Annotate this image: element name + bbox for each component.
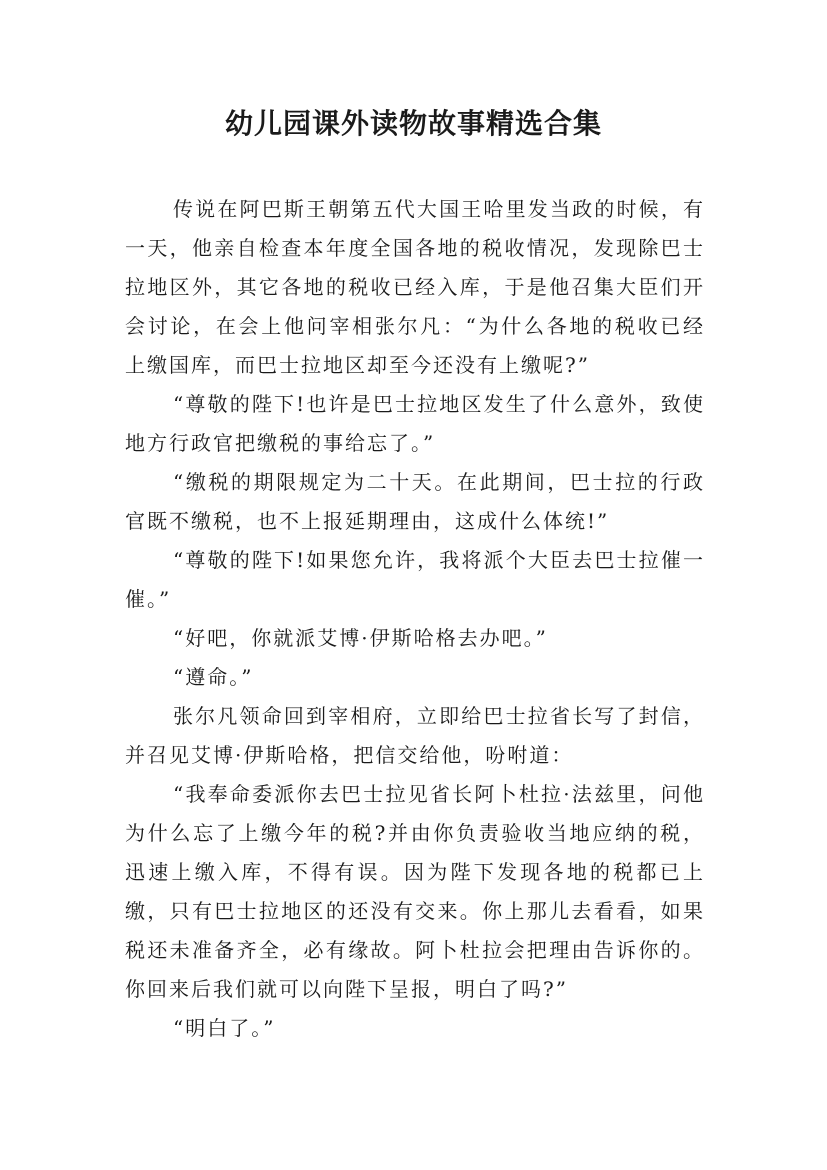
paragraph: 传说在阿巴斯王朝第五代大国王哈里发当政的时候，有一天，他亲自检查本年度全国各地的税收情况，发现除巴士拉地区外，其它各地的税收已经入库，于是他召集大臣们开会讨论，在会上他问宰相张尔凡：“为什么各地的税收已经上缴国库，而巴士拉地区却至今还没有上缴呢?” — [125, 197, 705, 377]
paragraph: “明白了。” — [173, 1016, 276, 1040]
paragraph: “我奉命委派你去巴士拉见省长阿卜杜拉·法兹里，问他为什么忘了上缴今年的税?并由你负责验收当地应纳的税，迅速上缴入库，不得有误。因为陛下发现各地的税都已上缴，只有巴士拉地区的还没有交来。你上那儿去看看，如果税还未准备齐全，必有缘故。阿卜杜拉会把理由告诉你的。你回来后我们就可以向陛下呈报，明白了吗?” — [125, 782, 705, 1001]
paragraph: 张尔凡领命回到宰相府，立即给巴士拉省长写了封信，并召见艾博·伊斯哈格，把信交给他，吩咐道： — [125, 704, 705, 767]
paragraph: “好吧，你就派艾博·伊斯哈格去办吧。” — [173, 626, 548, 650]
document-body — [125, 190, 705, 1048]
paragraph: “遵命。” — [173, 665, 254, 689]
paragraph: “缴税的期限规定为二十天。在此期间，巴士拉的行政官既不缴税，也不上报延期理由，这成什么体统!” — [125, 470, 705, 533]
paragraph: “尊敬的陛下!如果您允许，我将派个大臣去巴士拉催一催。” — [125, 548, 705, 611]
paragraph: “尊敬的陛下!也许是巴士拉地区发生了什么意外，致使地方行政官把缴税的事给忘了。” — [125, 392, 705, 455]
document-title: 幼儿园课外读物故事精选合集 — [224, 107, 602, 140]
